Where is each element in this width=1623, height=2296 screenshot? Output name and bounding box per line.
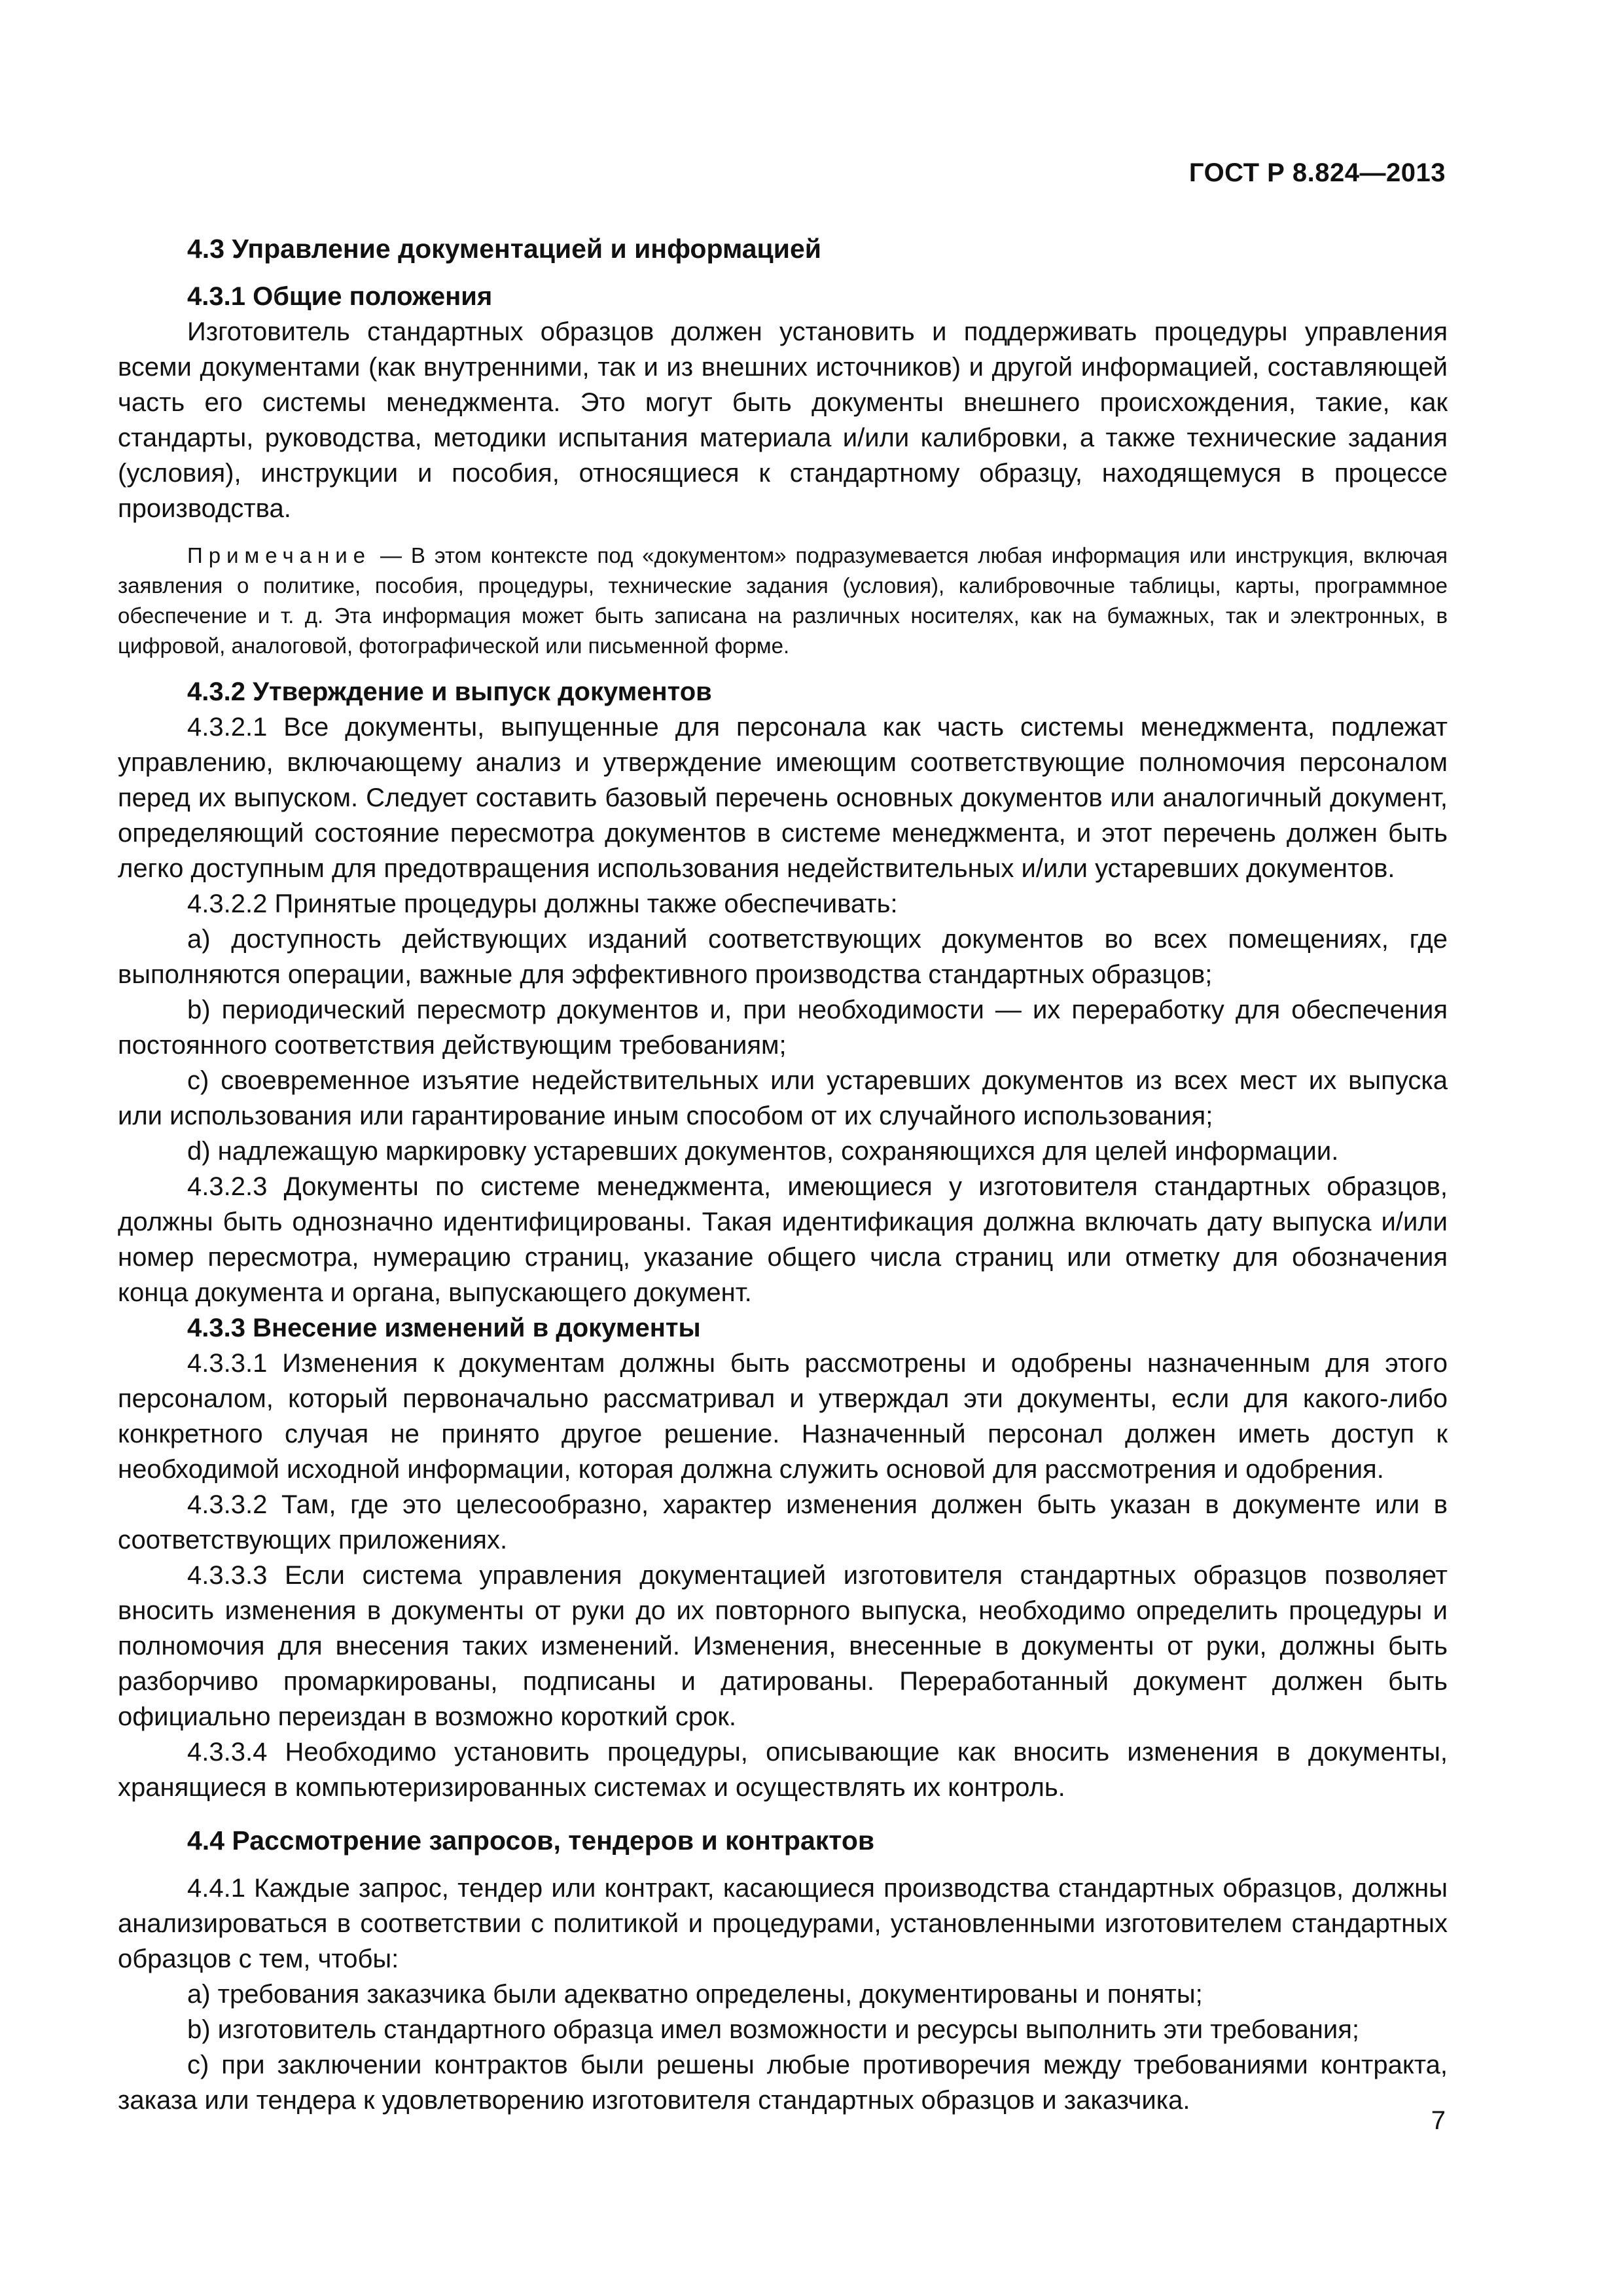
note-text: — В этом контексте под «документом» подразумевается любая информация или инструкция, включая заявления о политике, пособия, процедуры, технические задания (условия), калибровочные таблицы, карты, программное обеспечение и т. д. Эта информация может быть записана на различных носителях, как на бумажных, так и электронных, в цифровой, аналоговой, фотографической или письменной форме.: [118, 543, 1448, 658]
section-4-3-2-2-text: 4.3.2.2 Принятые процедуры должны также обеспечивать:: [187, 889, 898, 918]
section-4-3-2-3-text: 4.3.2.3 Документы по системе менеджмента, имеющиеся у изготовителя стандартных образцов, должны быть однозначно идентифицированы. Такая идентификация должна включать дату выпуска и/или номер пересмотра, нумерацию страниц, указание общего числа страниц или отметку для обозначения конца документа и органа, выпускающего документ.: [118, 1172, 1448, 1307]
note-label: Примечание: [187, 543, 372, 567]
list-item-4-4-c: c) при заключении контрактов были решены любые противоречия между требованиями контракта, заказа или тендера к удовлетворению изготовителя стандартных образцов и заказчика.: [118, 2051, 1448, 2115]
section-4-3-1-title: 4.3.1 Общие положения: [187, 282, 493, 311]
section-4-3-3-title: 4.3.3 Внесение изменений в документы: [187, 1314, 701, 1342]
section-4-4-title: 4.4 Рассмотрение запросов, тендеров и контрактов: [187, 1825, 875, 1856]
section-4-4-1-text: 4.4.1 Каждые запрос, тендер или контракт, касающиеся производства стандартных образцов, должны анализироваться в соответствии с политикой и процедурами, установленными изготовителем стандартных образцов с тем, чтобы:: [118, 1874, 1448, 1973]
section-4-3-3-2-text: 4.3.3.2 Там, где это целесообразно, характер изменения должен быть указан в документе или в соответствующих приложениях.: [118, 1490, 1448, 1554]
list-item-a: a) доступность действующих изданий соответствующих документов во всех помещениях, где выполняются операции, важные для эффективного производства стандартных образцов;: [118, 925, 1448, 989]
list-item-c: c) своевременное изъятие недействительных или устаревших документов из всех мест их выпуска или использования или гарантирование иным способом от их случайного использования;: [118, 1066, 1448, 1130]
section-4-3-1-text: Изготовитель стандартных образцов должен установить и поддерживать процедуры управления всеми документами (как внутренними, так и из внешних источников) и другой информацией, составляющей часть его системы менеджмента. Это могут быть документы внешнего происхождения, такие, как стандарты, руководства, методики испытания материала и/или калибровки, а также технические задания (условия), инструкции и пособия, относящиеся к стандартному образцу, находящемуся в процессе производства.: [118, 317, 1448, 523]
section-4-3-2-title: 4.3.2 Утверждение и выпуск документов: [187, 677, 712, 706]
section-4-3-title: 4.3 Управление документацией и информацией: [187, 234, 821, 264]
list-item-d: d) надлежащую маркировку устаревших документов, сохраняющихся для целей информации.: [187, 1137, 1339, 1166]
section-4-3-3-4-text: 4.3.3.4 Необходимо установить процедуры, описывающие как вносить изменения в документы, хранящиеся в компьютеризированных системах и осуществлять их контроль.: [118, 1738, 1448, 1802]
section-4-3-3-3-text: 4.3.3.3 Если система управления документацией изготовителя стандартных образцов позволяет вносить изменения в документы от руки до их повторного выпуска, необходимо определить процедуры и полномочия для внесения таких изменений. Изменения, внесенные в документы от руки, должны быть разборчиво промаркированы, подписаны и датированы. Переработанный документ должен быть официально переиздан в возможно короткий срок.: [118, 1561, 1448, 1731]
section-4-3-2-1-text: 4.3.2.1 Все документы, выпущенные для персонала как часть системы менеджмента, подлежат управлению, включающему анализ и утверждение имеющим соответствующие полномочия персоналом перед их выпуском. Следует составить базовый перечень основных документов или аналогичный документ, определяющий состояние пересмотра документов в системе менеджмента, и этот перечень должен быть легко доступным для предотвращения использования недействительных и/или устаревших документов.: [118, 713, 1448, 883]
section-4-3-3-1-text: 4.3.3.1 Изменения к документам должны быть рассмотрены и одобрены назначенным для этого персоналом, который первоначально рассматривал и утверждал эти документы, если для какого-либо конкретного случая не принято другое решение. Назначенный персонал должен иметь доступ к необходимой исходной информации, которая должна служить основой для рассмотрения и одобрения.: [118, 1349, 1448, 1484]
list-item-b: b) периодический пересмотр документов и, при необходимости — их переработку для обеспечения постоянного соответствия действующим требованиям;: [118, 996, 1448, 1060]
list-item-4-4-b: b) изготовитель стандартного образца имел возможности и ресурсы выполнить эти требования;: [187, 2015, 1360, 2044]
page-number: 7: [1431, 2106, 1446, 2135]
document-code: ГОСТ Р 8.824—2013: [1188, 158, 1446, 187]
note-paragraph: [118, 541, 1448, 661]
page-content: [118, 230, 1448, 2118]
list-item-4-4-a: a) требования заказчика были адекватно определены, документированы и поняты;: [187, 1980, 1203, 2009]
